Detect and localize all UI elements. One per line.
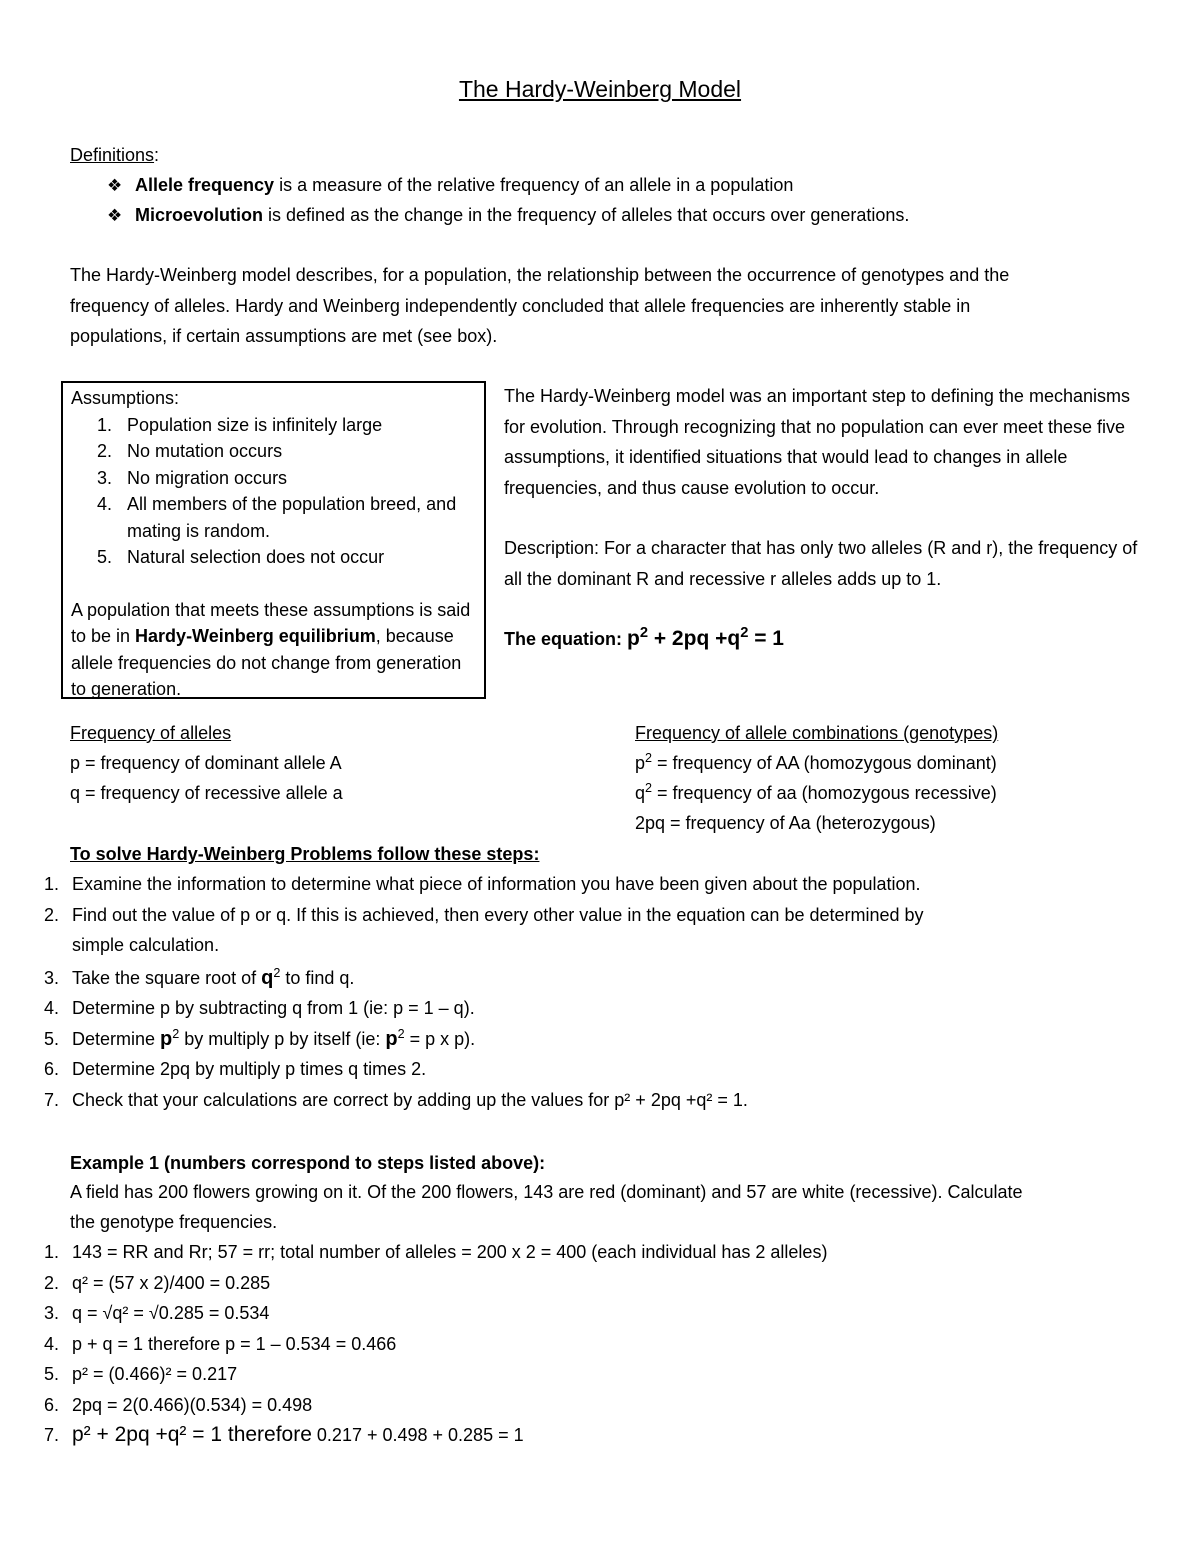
equilibrium-text: A population that meets these assumptions is said to be in Hardy-Weinberg equilibrium, because allele frequencies do not change from generation to generation. [71, 599, 471, 699]
genotypes-heading: Frequency of allele combinations (genotypes) [635, 723, 999, 743]
example-item: 6. 2pq = 2(0.466)(0.534) = 0.498 [43, 1394, 313, 1415]
diamond-bullet-icon: ❖ [107, 176, 123, 195]
example-intro: the genotype frequencies. [70, 1212, 278, 1232]
example-item: 4. p + q = 1 therefore p = 1 – 0.534 = 0.466 [43, 1333, 397, 1354]
definition-item: ❖ Allele frequency is a measure of the relative frequency of an allele in a population [107, 170, 793, 202]
right-column [504, 381, 1144, 655]
assumption-item: 1. Population size is infinitely large [96, 414, 383, 435]
assumptions-list [71, 412, 481, 571]
definitions-heading: Definitions: [70, 145, 160, 165]
assumption-item: 5. Natural selection does not occur [96, 547, 385, 567]
assumption-item: 3. No migration occurs [96, 467, 288, 488]
assumptions-heading: Assumptions: [71, 388, 180, 408]
allele-p-line: p = frequency of dominant allele A [70, 753, 342, 773]
allele-q-line: q = frequency of recessive allele a [70, 783, 343, 803]
alleles-heading: Frequency of alleles [70, 723, 232, 743]
intro-line: The Hardy-Weinberg model describes, for a population, the relationship between the occurrence of genotypes and the [70, 265, 1010, 285]
genotype-p2-line: $p^2$ = frequency of AA (homozygous dominant) [635, 751, 997, 773]
steps-heading: To solve Hardy-Weinberg Problems follow these steps: [70, 844, 540, 864]
example-item: 7. p² + 2pq +q² = 1 therefore 0.217 + 0.498 + 0.285 = 1 [43, 1423, 524, 1446]
equation-line: The equation: $p^2 + 2pq +q^2 = 1$ [504, 625, 784, 650]
steps-list [43, 869, 1150, 1115]
assumption-item: 4. All members of the population breed, and mating is random. [96, 494, 457, 541]
step-item: 3. Take the square root of $q^2$ to find q. [43, 965, 355, 989]
evolution-paragraph: The Hardy-Weinberg model was an important step to defining the mechanisms for evolution. Through recognizing that no population can ever meet these five assumptions, it identified situations that would lead to changes in allele frequencies, and thus cause evolution to occur. [504, 386, 1130, 498]
step-item: 2. Find out the value of p or q. If this is achieved, then every other value in the equation can be determined by simple calculation. [43, 904, 924, 955]
intro-line: populations, if certain assumptions are met (see box). [70, 326, 498, 346]
page-title: The Hardy-Weinberg Model [458, 76, 742, 102]
example-heading: Example 1 (numbers correspond to steps listed above): [70, 1153, 546, 1173]
example-item: 5. p² = (0.466)² = 0.217 [43, 1364, 238, 1384]
step-item: 4. Determine p by subtracting q from 1 (ie: p = 1 – q). [43, 998, 475, 1018]
example-list [0, 1237, 1150, 1451]
step-item: 7. Check that your calculations are correct by adding up the values for p² + 2pq +q² = 1. [43, 1089, 748, 1110]
assumption-item: 2. No mutation occurs [96, 441, 283, 461]
assumptions-box [61, 381, 486, 699]
description-paragraph: Description: For a character that has only two alleles (R and r), the frequency of all the dominant R and recessive r alleles adds up to 1. [504, 538, 1138, 589]
intro-line: frequency of alleles. Hardy and Weinberg independently concluded that allele frequencies are inherently stable in [70, 296, 971, 316]
definition-item: ❖ Microevolution is defined as the change in the frequency of alleles that occurs over generations. [107, 200, 909, 232]
genotype-q2-line: $q^2$ = frequency of aa (homozygous recessive) [635, 781, 997, 803]
genotype-2pq-line: 2pq = frequency of Aa (heterozygous) [635, 813, 936, 833]
example-item: 1. 143 = RR and Rr; 57 = rr; total number of alleles = 200 x 2 = 400 (each individual has 2 alleles) [43, 1242, 828, 1262]
example-item: 2. q² = (57 x 2)/400 = 0.285 [43, 1272, 271, 1293]
example-item: 3. q = √q² = √0.285 = 0.534 [43, 1303, 270, 1323]
step-item: 6. Determine 2pq by multiply p times q times 2. [43, 1059, 427, 1079]
example-intro: A field has 200 flowers growing on it. Of the 200 flowers, 143 are red (dominant) and 57 are white (recessive). Calculate [70, 1182, 1023, 1202]
step-item: 1. Examine the information to determine what piece of information you have been given about the population. [43, 874, 921, 894]
diamond-bullet-icon: ❖ [107, 206, 123, 225]
step-item: 5. Determine $p^2$ by multiply p by itself (ie: $p^2 = p$ x p). [43, 1026, 476, 1050]
